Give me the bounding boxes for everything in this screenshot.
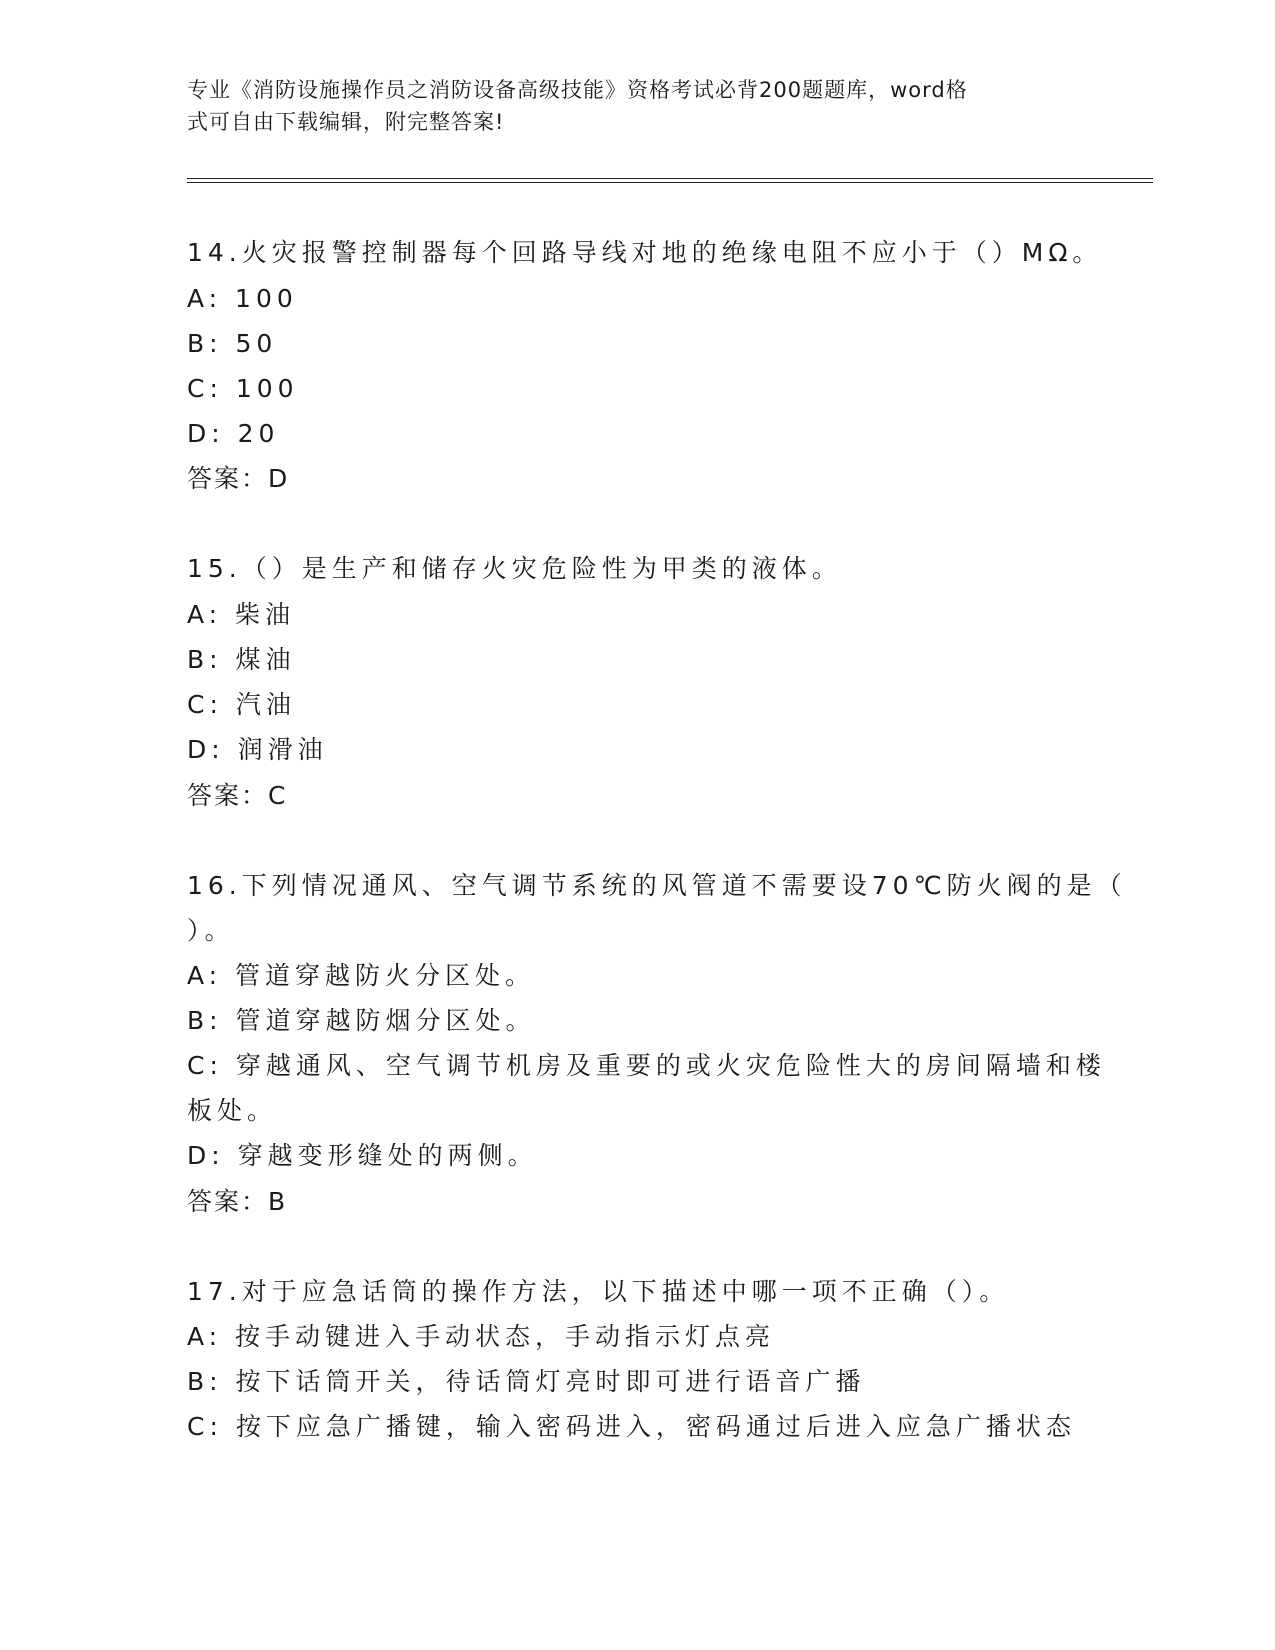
question-17-option-b: B: 按下话筒开关，待话筒灯亮时即可进行语音广播 xyxy=(187,1367,866,1396)
question-14-option-a: A: 100 xyxy=(187,284,298,313)
header-line-2: 式可自由下载编辑，附完整答案! xyxy=(187,110,505,134)
question-16-stem-line-1: 16.下列情况通风、空气调节系统的风管道不需要设70℃防火阀的是（ xyxy=(187,871,1127,900)
question-17-stem: 17.对于应急话筒的操作方法，以下描述中哪一项不正确（）。 xyxy=(187,1277,1010,1306)
question-16-option-d: D: 穿越变形缝处的两侧。 xyxy=(187,1141,538,1170)
question-16-answer: 答案：B xyxy=(187,1187,288,1216)
question-17-option-c: C: 按下应急广播键，输入密码进入，密码通过后进入应急广播状态 xyxy=(187,1412,1076,1441)
question-16-option-c-line-2: 板处。 xyxy=(187,1096,278,1125)
question-14-option-c: C: 100 xyxy=(187,374,299,403)
question-14-option-b: B: 50 xyxy=(187,329,278,358)
question-15-option-b: B: 煤油 xyxy=(187,645,296,674)
question-16-option-b: B: 管道穿越防烟分区处。 xyxy=(187,1006,536,1035)
header-divider-top xyxy=(187,178,1153,179)
question-15-answer: 答案：C xyxy=(187,781,288,810)
question-15-stem: 15.（）是生产和储存火灾危险性为甲类的液体。 xyxy=(187,554,842,583)
header-line-1: 专业《消防设施操作员之消防设备高级技能》资格考试必背200题题库，word格 xyxy=(187,78,968,102)
question-15-option-a: A: 柴油 xyxy=(187,600,296,629)
question-14-option-d: D: 20 xyxy=(187,419,280,448)
question-15-option-c: C: 汽油 xyxy=(187,690,296,719)
question-15-option-d: D: 润滑油 xyxy=(187,735,328,764)
question-16-option-c-line-1: C: 穿越通风、空气调节机房及重要的或火灾危险性大的房间隔墙和楼 xyxy=(187,1051,1106,1080)
question-17-option-a: A: 按手动键进入手动状态，手动指示灯点亮 xyxy=(187,1322,776,1351)
header-divider-bottom xyxy=(187,182,1153,183)
question-16-stem-line-2: ）。 xyxy=(187,916,235,945)
document-header xyxy=(187,74,1067,138)
question-14-answer: 答案：D xyxy=(187,464,290,493)
question-14-stem: 14.火灾报警控制器每个回路导线对地的绝缘电阻不应小于（）MΩ。 xyxy=(187,238,1103,267)
question-16-option-a: A: 管道穿越防火分区处。 xyxy=(187,961,536,990)
